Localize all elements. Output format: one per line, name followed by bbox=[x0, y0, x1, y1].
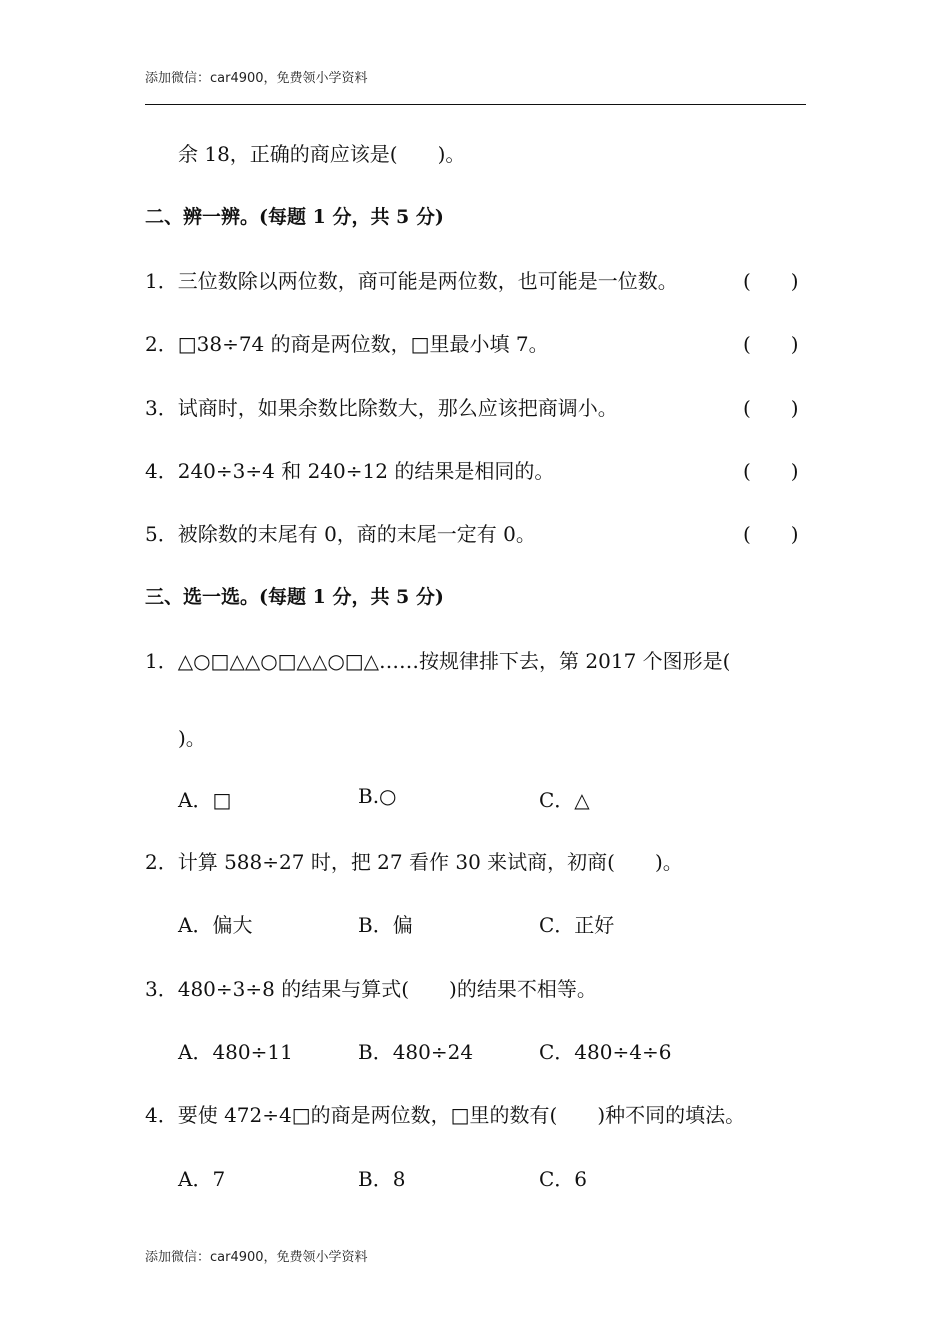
choice-q1-option-a[interactable]: A．□ bbox=[178, 788, 232, 812]
choice-q4-text: 4．要使 472÷4□的商是两位数，□里的数有( )种不同的填法。 bbox=[145, 1103, 746, 1127]
judge-answer-5[interactable]: ( ) bbox=[743, 522, 799, 546]
choice-q2-option-a[interactable]: A．偏大 bbox=[178, 913, 253, 937]
judge-item-4: 4．240÷3÷4 和 240÷12 的结果是相同的。 bbox=[145, 459, 555, 483]
judge-answer-1[interactable]: ( ) bbox=[743, 269, 799, 293]
choice-q1-text-cont: )。 bbox=[178, 726, 206, 750]
section-3-title: 三、选一选。(每题 1 分，共 5 分) bbox=[145, 586, 444, 608]
section-2-title: 二、辨一辨。(每题 1 分，共 5 分) bbox=[145, 206, 444, 228]
judge-item-3: 3．试商时，如果余数比除数大，那么应该把商调小。 bbox=[145, 396, 618, 420]
judge-item-1: 1．三位数除以两位数，商可能是两位数，也可能是一位数。 bbox=[145, 269, 678, 293]
judge-answer-4[interactable]: ( ) bbox=[743, 459, 799, 483]
header-divider bbox=[145, 104, 806, 105]
choice-q1-option-c[interactable]: C．△ bbox=[539, 788, 590, 812]
judge-answer-3[interactable]: ( ) bbox=[743, 396, 799, 420]
choice-q2-option-c[interactable]: C．正好 bbox=[539, 913, 615, 937]
choice-q3-option-a[interactable]: A．480÷11 bbox=[178, 1040, 293, 1064]
choice-q4-option-b[interactable]: B．8 bbox=[358, 1167, 406, 1191]
judge-item-5: 5．被除数的末尾有 0，商的末尾一定有 0。 bbox=[145, 522, 536, 546]
choice-q1-option-b[interactable]: B.○ bbox=[358, 784, 397, 808]
page-header: 添加微信：car4900，免费领小学资料 bbox=[145, 71, 368, 86]
choice-q3-option-b[interactable]: B．480÷24 bbox=[358, 1040, 474, 1064]
choice-q4-option-a[interactable]: A．7 bbox=[178, 1167, 226, 1191]
choice-q3-text: 3．480÷3÷8 的结果与算式( )的结果不相等。 bbox=[145, 977, 597, 1001]
judge-item-2: 2．□38÷74 的商是两位数，□里最小填 7。 bbox=[145, 332, 549, 356]
page-footer: 添加微信：car4900，免费领小学资料 bbox=[145, 1250, 368, 1265]
judge-answer-2[interactable]: ( ) bbox=[743, 332, 799, 356]
choice-q2-option-b[interactable]: B．偏 bbox=[358, 913, 413, 937]
choice-q1-text: 1．△○□△△○□△△○□△……按规律排下去，第 2017 个图形是( bbox=[145, 649, 731, 673]
carry-over-question: 余 18，正确的商应该是( )。 bbox=[178, 142, 466, 166]
choice-q4-option-c[interactable]: C．6 bbox=[539, 1167, 588, 1191]
choice-q2-text: 2．计算 588÷27 时，把 27 看作 30 来试商，初商( )。 bbox=[145, 850, 683, 874]
choice-q3-option-c[interactable]: C．480÷4÷6 bbox=[539, 1040, 672, 1064]
